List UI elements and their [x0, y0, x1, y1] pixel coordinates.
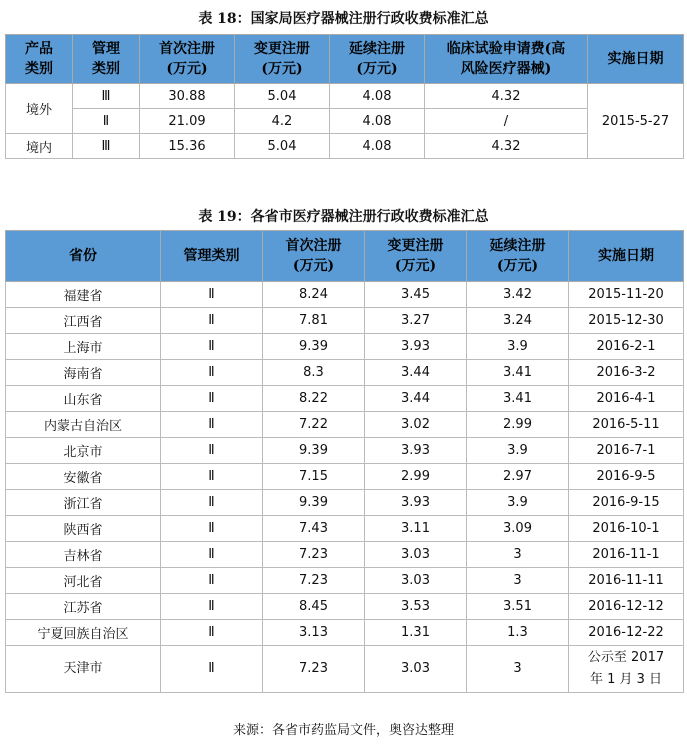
table-row — [6, 84, 684, 109]
header-product-type — [6, 35, 73, 84]
table-row — [6, 594, 684, 620]
cell-first: 9.39 — [263, 438, 365, 464]
cell-renew: 4.08 — [330, 84, 425, 109]
cell-change: 3.53 — [365, 594, 467, 620]
header-province: 省份 — [6, 231, 161, 282]
cell-first: 21.09 — [140, 109, 235, 134]
table-row — [6, 282, 684, 308]
cell-mgmt: Ⅱ — [161, 646, 263, 693]
cell-date: 2015-5-27 — [588, 84, 684, 159]
cell-change: 3.93 — [365, 438, 467, 464]
cell-first: 7.43 — [263, 516, 365, 542]
cell-first: 8.22 — [263, 386, 365, 412]
header-mgmt-class — [73, 35, 140, 84]
cell-first: 9.39 — [263, 334, 365, 360]
cell-province: 宁夏回族自治区 — [6, 620, 161, 646]
cell-mgmt: Ⅱ — [161, 438, 263, 464]
cell-change: 3.11 — [365, 516, 467, 542]
cell-date: 2016-12-22 — [569, 620, 684, 646]
cell-province: 内蒙古自治区 — [6, 412, 161, 438]
header-change-reg: 变更注册 (万元) — [365, 231, 467, 282]
cell-province: 安徽省 — [6, 464, 161, 490]
header-product-type-line1: 产品 — [25, 41, 53, 57]
cell-renew: 1.3 — [467, 620, 569, 646]
table-row — [6, 360, 684, 386]
cell-mgmt: Ⅱ — [161, 308, 263, 334]
cell-mgmt: Ⅱ — [161, 282, 263, 308]
cell-first: 7.23 — [263, 568, 365, 594]
cell-first: 3.13 — [263, 620, 365, 646]
cell-first: 7.23 — [263, 646, 365, 693]
table19-title: 表 19：各省市医疗器械注册行政收费标准汇总 — [198, 209, 489, 225]
cell-date: 2016-3-2 — [569, 360, 684, 386]
cell-renew: 3.42 — [467, 282, 569, 308]
cell-mgmt: Ⅱ — [161, 464, 263, 490]
cell-renew: 3 — [467, 542, 569, 568]
cell-mgmt: Ⅱ — [161, 516, 263, 542]
cell-province: 福建省 — [6, 282, 161, 308]
cell-change: 3.02 — [365, 412, 467, 438]
cell-renew: 2.97 — [467, 464, 569, 490]
cell-first: 7.81 — [263, 308, 365, 334]
cell-renew: 3.9 — [467, 438, 569, 464]
cell-date: 2016-11-1 — [569, 542, 684, 568]
cell-mgmt: Ⅱ — [161, 594, 263, 620]
cell-date: 公示至 2017 年 1 月 3 日 — [569, 646, 684, 693]
cell-renew: 4.08 — [330, 134, 425, 159]
table-row — [6, 620, 684, 646]
header-effective-date: 实施日期 — [588, 35, 684, 84]
table-row — [6, 134, 684, 159]
cell-renew: 3 — [467, 568, 569, 594]
table-row — [6, 438, 684, 464]
cell-province: 北京市 — [6, 438, 161, 464]
cell-date: 2016-9-5 — [569, 464, 684, 490]
cell-province: 陕西省 — [6, 516, 161, 542]
cell-clinical: 4.32 — [425, 84, 588, 109]
cell-date: 2016-12-12 — [569, 594, 684, 620]
cell-date: 2016-2-1 — [569, 334, 684, 360]
cell-change: 5.04 — [235, 84, 330, 109]
cell-mgmt: Ⅱ — [161, 542, 263, 568]
cell-change: 3.44 — [365, 360, 467, 386]
header-product-type-line2: 类别 — [25, 61, 53, 77]
cell-mgmt: Ⅱ — [161, 568, 263, 594]
cell-product: 境内 — [6, 134, 73, 159]
cell-mgmt: Ⅱ — [73, 109, 140, 134]
cell-province: 江苏省 — [6, 594, 161, 620]
cell-change: 5.04 — [235, 134, 330, 159]
table19-header-row — [6, 231, 684, 282]
header-renew-reg: 延续注册 (万元) — [330, 35, 425, 84]
cell-renew: 3.51 — [467, 594, 569, 620]
cell-change: 3.93 — [365, 334, 467, 360]
cell-first: 8.24 — [263, 282, 365, 308]
cell-first: 15.36 — [140, 134, 235, 159]
cell-province: 江西省 — [6, 308, 161, 334]
cell-change: 3.44 — [365, 386, 467, 412]
header-clinical-fee: 临床试验申请费(高 风险医疗器械) — [425, 35, 588, 84]
cell-date: 2016-9-15 — [569, 490, 684, 516]
cell-clinical: / — [425, 109, 588, 134]
header-renew-reg: 延续注册 (万元) — [467, 231, 569, 282]
cell-renew: 3.09 — [467, 516, 569, 542]
header-first-reg: 首次注册 (万元) — [140, 35, 235, 84]
header-mgmt-line2: 类别 — [92, 61, 120, 77]
cell-first: 7.22 — [263, 412, 365, 438]
table-row — [6, 412, 684, 438]
cell-first: 7.23 — [263, 542, 365, 568]
header-mgmt-line1: 管理 — [92, 41, 120, 57]
cell-mgmt: Ⅲ — [73, 134, 140, 159]
cell-mgmt: Ⅱ — [161, 620, 263, 646]
cell-change: 3.03 — [365, 542, 467, 568]
header-effective-date: 实施日期 — [569, 231, 684, 282]
table19-body — [6, 282, 684, 693]
cell-date: 2016-11-11 — [569, 568, 684, 594]
cell-date: 2016-7-1 — [569, 438, 684, 464]
cell-mgmt: Ⅱ — [161, 360, 263, 386]
cell-province: 山东省 — [6, 386, 161, 412]
cell-province: 天津市 — [6, 646, 161, 693]
cell-mgmt: Ⅲ — [73, 84, 140, 109]
table18-title: 表 18：国家局医疗器械注册行政收费标准汇总 — [198, 11, 489, 27]
cell-first: 8.3 — [263, 360, 365, 386]
cell-change: 1.31 — [365, 620, 467, 646]
table19 — [5, 230, 684, 693]
cell-mgmt: Ⅱ — [161, 386, 263, 412]
table-row — [6, 308, 684, 334]
header-mgmt-class: 管理类别 — [161, 231, 263, 282]
cell-renew: 3 — [467, 646, 569, 693]
cell-first: 9.39 — [263, 490, 365, 516]
cell-change: 3.27 — [365, 308, 467, 334]
table-row — [6, 109, 684, 134]
cell-date: 2016-10-1 — [569, 516, 684, 542]
cell-renew: 3.24 — [467, 308, 569, 334]
cell-province: 上海市 — [6, 334, 161, 360]
cell-date: 2015-12-30 — [569, 308, 684, 334]
cell-first: 30.88 — [140, 84, 235, 109]
cell-change: 2.99 — [365, 464, 467, 490]
cell-change: 3.03 — [365, 568, 467, 594]
table18-header-row — [6, 35, 684, 84]
cell-province: 吉林省 — [6, 542, 161, 568]
source-note: 来源：各省市药监局文件，奥咨达整理 — [232, 723, 454, 738]
cell-product: 境外 — [6, 84, 73, 134]
header-change-reg: 变更注册 (万元) — [235, 35, 330, 84]
cell-date: 2016-4-1 — [569, 386, 684, 412]
table-row — [6, 542, 684, 568]
cell-clinical: 4.32 — [425, 134, 588, 159]
table-row — [6, 464, 684, 490]
cell-change: 4.2 — [235, 109, 330, 134]
table-row — [6, 490, 684, 516]
cell-renew: 4.08 — [330, 109, 425, 134]
cell-renew: 2.99 — [467, 412, 569, 438]
cell-renew: 3.9 — [467, 490, 569, 516]
cell-change: 3.93 — [365, 490, 467, 516]
table-row — [6, 334, 684, 360]
cell-province: 海南省 — [6, 360, 161, 386]
cell-province: 浙江省 — [6, 490, 161, 516]
cell-mgmt: Ⅱ — [161, 334, 263, 360]
table18 — [5, 34, 684, 159]
cell-mgmt: Ⅱ — [161, 490, 263, 516]
table-row — [6, 646, 684, 693]
cell-renew: 3.41 — [467, 386, 569, 412]
table-row — [6, 386, 684, 412]
cell-change: 3.03 — [365, 646, 467, 693]
cell-renew: 3.41 — [467, 360, 569, 386]
cell-date: 2016-5-11 — [569, 412, 684, 438]
table-row — [6, 568, 684, 594]
header-first-reg: 首次注册 (万元) — [263, 231, 365, 282]
cell-first: 7.15 — [263, 464, 365, 490]
table-row — [6, 516, 684, 542]
cell-province: 河北省 — [6, 568, 161, 594]
cell-renew: 3.9 — [467, 334, 569, 360]
cell-mgmt: Ⅱ — [161, 412, 263, 438]
cell-change: 3.45 — [365, 282, 467, 308]
cell-first: 8.45 — [263, 594, 365, 620]
cell-date: 2015-11-20 — [569, 282, 684, 308]
